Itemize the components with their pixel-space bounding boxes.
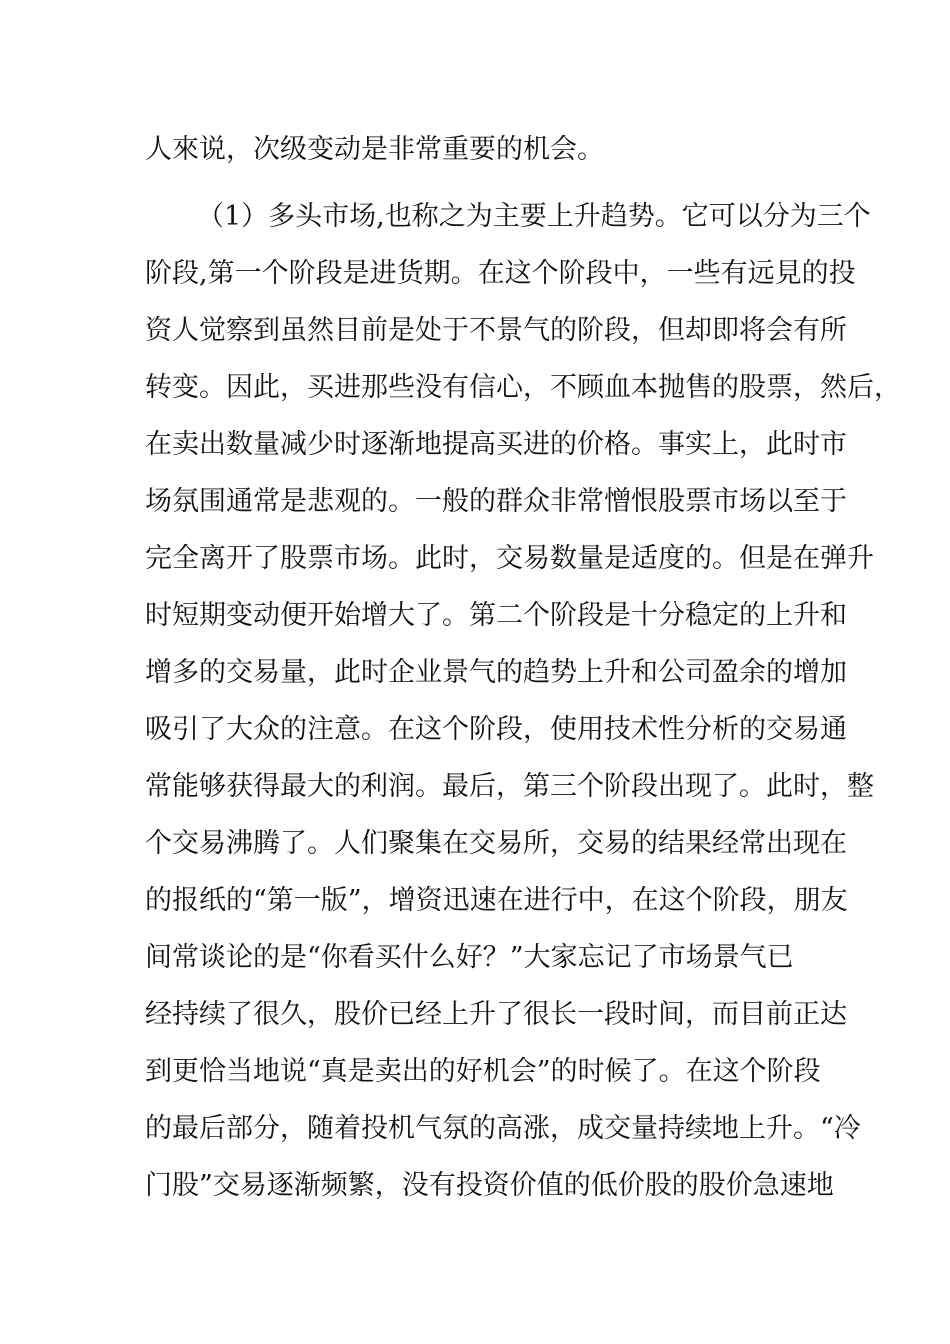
text-line: 的最后部分，随着投机气氛的高涨，成交量持续地上升。“冷 (145, 1113, 861, 1144)
text-line: 场氛围通常是悲观的。一般的群众非常憎恨股票市场以至于 (145, 486, 847, 517)
text-line: 到更恰当地说“真是卖出的好机会”的时候了。在这个阶段 (145, 1056, 821, 1087)
text-line: 转变。因此，买进那些没有信心，不顾血本抛售的股票，然后， (145, 372, 901, 403)
text-line: 个交易沸腾了。人们聚集在交易所，交易的结果经常出现在 (145, 828, 847, 859)
text-line: 常能够获得最大的利润。最后，第三个阶段出现了。此时，整 (145, 771, 874, 802)
paragraph-start-line: （1）多头市场,也称之为主要上升趋势。它可以分为三个 (197, 201, 871, 232)
text-line: 人來说，次级变动是非常重要的机会。 (145, 134, 604, 165)
text-line: 经持续了很久，股价已经上升了很长一段时间，而目前正达 (145, 999, 847, 1030)
text-line: 完全离开了股票市场。此时，交易数量是适度的。但是在弹升 (145, 543, 874, 574)
text-line: 吸引了大众的注意。在这个阶段，使用技术性分析的交易通 (145, 714, 847, 745)
text-line: 阶段,第一个阶段是进货期。在这个阶段中，一些有远見的投 (145, 258, 856, 289)
text-line: 门股”交易逐渐频繁，没有投资价值的低价股的股价急速地 (145, 1170, 834, 1201)
text-line: 间常谈论的是“你看买什么好？”大家忘记了市场景气已 (145, 942, 794, 973)
text-line: 在卖出数量减少时逐渐地提高买进的价格。事实上，此时市 (145, 429, 847, 460)
text-line: 时短期变动便开始增大了。第二个阶段是十分稳定的上升和 (145, 600, 847, 631)
text-line: 的报纸的“第一版”，增资迅速在进行中，在这个阶段，朋友 (145, 885, 848, 916)
text-line: 增多的交易量，此时企业景气的趋势上升和公司盈余的增加 (145, 657, 847, 688)
text-line: 资人觉察到虽然目前是处于不景气的阶段，但却即将会有所 (145, 315, 847, 346)
